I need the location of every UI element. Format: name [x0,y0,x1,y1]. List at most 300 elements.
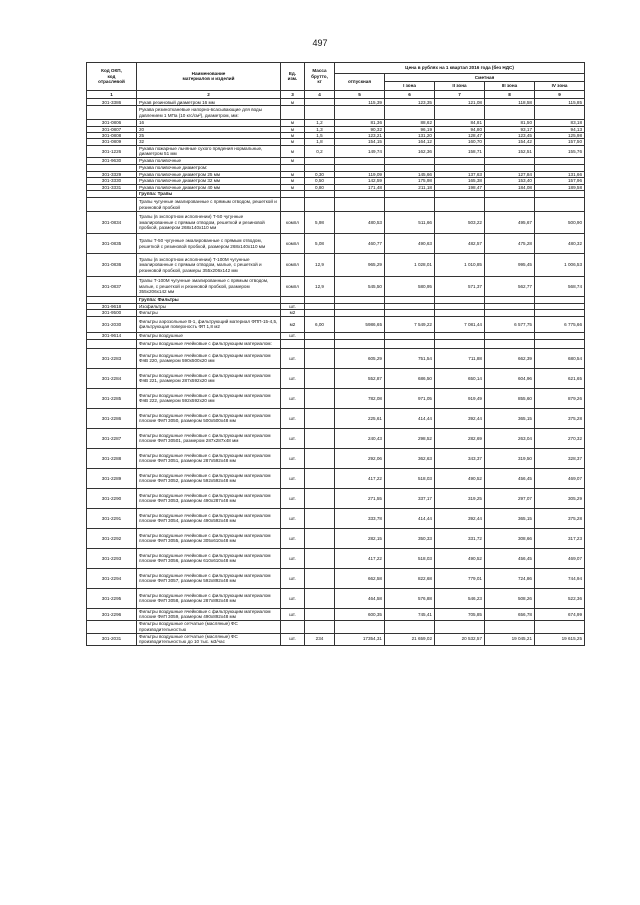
cell-name: Рукава поливочные диаметром 25 мм [137,171,281,177]
cell-unit: м2 [281,310,305,316]
header-price-title: Цена в рублях на 1 квартал 2016 года (без НДС) [335,63,585,74]
header-zone-3: III зона [485,82,535,90]
cell-price-zone-4: 568,74 [535,277,585,297]
cell-price-zone-3: 184,08 [485,184,535,190]
cell-code [87,297,137,304]
cell-mass: 234 [305,633,335,645]
cell-price-release: 600,35 [335,608,385,620]
cell-unit: шт. [281,508,305,528]
cell-price-zone-1: 490,63 [385,234,435,254]
cell-price-release [335,191,385,198]
header-estimate: Сметная [385,74,585,82]
cell-price-zone-4: 480,32 [535,234,585,254]
table-row [87,508,585,528]
cell-price-release: 240,43 [335,428,385,448]
cell-price-zone-2 [435,191,485,198]
cell-price-zone-4: 674,99 [535,608,585,620]
cell-name: Фильтры воздушные ячейковые с фильтрующим материалом плоские ФяП 3050, размером 500х500х48 мм [137,408,281,428]
cell-code: 301-9500 [87,310,137,316]
cell-mass [305,488,335,508]
cell-price-zone-4: 115,85 [535,99,585,106]
cell-price-release: 142,59 [335,178,385,184]
table-row [87,368,585,388]
cell-price-zone-2: 7 081,44 [435,316,485,332]
cell-name: Фильтры воздушные ячейковые с фильтрующим материалом плоские ФяП 3058, размером 287х892х48 мм [137,588,281,608]
cell-mass: 12,9 [305,277,335,297]
cell-code: 301-2287 [87,428,137,448]
cell-price-zone-4: 157,96 [535,178,585,184]
cell-mass [305,408,335,428]
cell-mass: 6,00 [305,316,335,332]
cell-name: Рукава поливочные диаметром 32 мм [137,178,281,184]
cell-price-zone-2 [435,106,485,120]
cell-code: 301-0834 [87,212,137,234]
cell-price-release: 119,09 [335,171,385,177]
cell-code: 301-2290 [87,488,137,508]
cell-unit: шт. [281,633,305,645]
cell-code: 301-0835 [87,234,137,254]
cell-mass: 0,30 [305,171,335,177]
cell-name: Трапы Т-50 чугунные эмалированные с прямым отводом, решеткой с резиновой пробкой, размером 268х140х110 мм [137,234,281,254]
page-number: 497 [312,38,328,48]
cell-name: Фильтры воздушные сетчатые (масляные) ФС производительностью [137,620,281,633]
cell-price-zone-4: 744,94 [535,568,585,588]
cell-name: 25 [137,133,281,139]
cell-price-zone-3: 152,51 [485,145,535,157]
cell-price-zone-2: 503,22 [435,212,485,234]
cell-price-zone-3: 308,66 [485,528,535,548]
cell-unit: шт. [281,448,305,468]
cell-price-zone-1: 822,68 [385,568,435,588]
cell-name: Фильтры воздушные ячейковые с фильтрующим материалом плоские ФяП 3059, размером 490х892х48 мм [137,608,281,620]
cell-price-zone-2: 319,25 [435,488,485,508]
cell-price-release [335,157,385,164]
cell-price-zone-3: 123,45 [485,133,535,139]
cell-price-zone-2 [435,157,485,164]
cell-price-zone-2: 158,71 [435,145,485,157]
cell-code [87,106,137,120]
cell-code: 301-2293 [87,548,137,568]
cell-price-release: 605,29 [335,348,385,368]
cell-price-zone-2 [435,297,485,304]
cell-price-release: 292,06 [335,448,385,468]
cell-price-zone-1: 576,88 [385,588,435,608]
table-row [87,608,585,620]
cell-price-zone-1 [385,297,435,304]
cell-unit: м [281,139,305,145]
column-number-row [87,90,585,98]
cell-unit: м2 [281,316,305,332]
cell-unit [281,339,305,348]
cell-price-release: 480,53 [335,212,385,234]
column-number: 5 [335,90,385,98]
cell-code [87,191,137,198]
cell-name: Фильтры воздушные ячейковые с фильтрующим материалом плоские ФяП 3052, размером 592х592х48 мм [137,468,281,488]
cell-unit: шт. [281,528,305,548]
cell-unit: шт. [281,588,305,608]
cell-mass: 5,98 [305,212,335,234]
cell-price-zone-3: 19 045,21 [485,633,535,645]
cell-code [87,164,137,171]
cell-price-zone-1: 518,03 [385,468,435,488]
cell-price-zone-2: 650,14 [435,368,485,388]
cell-name: Рукава резинотканевые напорно-всасывающие для воды давлением 1 МПа (10 кгс/см²), диаметром, мм: [137,106,281,120]
cell-price-zone-4: 375,28 [535,508,585,528]
cell-code: 301-2288 [87,448,137,468]
cell-price-zone-1: 21 659,02 [385,633,435,645]
cell-price-zone-3: 118,58 [485,99,535,106]
table-row [87,145,585,157]
cell-unit: м [281,120,305,126]
cell-code: 301-2283 [87,348,137,368]
cell-name: Рукава поливочные [137,157,281,164]
cell-price-zone-2: 198,47 [435,184,485,190]
cell-name: Группа: Трапы [137,191,281,198]
cell-code: 301-2291 [87,508,137,528]
cell-mass [305,608,335,620]
cell-code: 301-2286 [87,408,137,428]
cell-unit: м [281,178,305,184]
cell-price-zone-2: 94,80 [435,126,485,132]
cell-price-zone-4 [535,620,585,633]
cell-mass [305,388,335,408]
cell-price-release: 417,22 [335,548,385,568]
column-number: 9 [535,90,585,98]
cell-price-zone-1 [385,157,435,164]
cell-price-zone-2 [435,339,485,348]
cell-unit [281,164,305,171]
cell-price-zone-3 [485,332,535,339]
cell-price-release [335,164,385,171]
cell-unit: шт. [281,368,305,388]
cell-price-release [335,106,385,120]
cell-price-zone-2: 490,52 [435,468,485,488]
cell-name: Фильтры воздушные ячейковые с фильтрующим материалом плоские ФяП 3051, размером 287х592х48 мм [137,448,281,468]
header-name: Наименование материалов и изделий [137,63,281,91]
cell-mass: 1,8 [305,139,335,145]
cell-code: 301-0807 [87,126,137,132]
cell-code: 301-3329 [87,171,137,177]
cell-price-zone-4: 83,18 [535,120,585,126]
table-row [87,234,585,254]
cell-price-zone-4 [535,297,585,304]
cell-price-zone-2: 711,88 [435,348,485,368]
cell-price-zone-2: 160,70 [435,139,485,145]
cell-mass [305,588,335,608]
cell-code: 301-2296 [87,608,137,620]
cell-name: Фильтры воздушные ячейковые с фильтрующим материалом плоские ФяП 3056, размером 610х610х48 мм [137,548,281,568]
cell-code: 301-2284 [87,368,137,388]
table-row [87,99,585,106]
cell-name: Фильтры воздушные ячейковые с фильтрующим материалом: [137,339,281,348]
cell-price-zone-3: 562,77 [485,277,535,297]
cell-price-zone-4: 469,07 [535,548,585,568]
cell-price-zone-4 [535,332,585,339]
cell-name: Фильтры [137,310,281,316]
cell-price-zone-1: 580,95 [385,277,435,297]
cell-code: 301-0809 [87,139,137,145]
cell-price-zone-4 [535,164,585,171]
cell-price-zone-1: 362,63 [385,448,435,468]
cell-name: Фильтры воздушные ячейковые с фильтрующим материалом плоские ФяП 30501, размером 287х287х48 мм [137,428,281,448]
cell-price-release: 225,61 [335,408,385,428]
cell-name: Фильтры воздушные ячейковые с фильтрующим материалом ФяВ 222, размером 592х592х20 мм [137,388,281,408]
cell-unit: шт. [281,408,305,428]
table-row [87,332,585,339]
table-row [87,488,585,508]
cell-unit: шт. [281,568,305,588]
cell-mass [305,528,335,548]
cell-unit: м [281,133,305,139]
cell-price-zone-3: 93,17 [485,126,535,132]
cell-mass [305,620,335,633]
cell-mass: 12,9 [305,254,335,277]
cell-price-release: 333,78 [335,508,385,528]
table-row [87,620,585,633]
cell-unit: м [281,184,305,190]
table-row [87,528,585,548]
cell-code: 301-2292 [87,528,137,548]
cell-mass: 0,80 [305,184,335,190]
cell-price-zone-3 [485,198,535,212]
cell-code: 301-3386 [87,99,137,106]
cell-mass [305,339,335,348]
cell-price-zone-4: 155,76 [535,145,585,157]
cell-code [87,339,137,348]
cell-unit: шт. [281,332,305,339]
cell-code [87,198,137,212]
cell-name: Фильтры воздушные сетчатые (масляные) ФС производительностью до 10 тыс. м3/час [137,633,281,645]
cell-price-zone-2: 128,47 [435,133,485,139]
cell-price-release: 464,58 [335,588,385,608]
cell-price-zone-1: 96,19 [385,126,435,132]
column-number: 6 [385,90,435,98]
cell-code: 301-2289 [87,468,137,488]
cell-mass [305,99,335,106]
cell-price-zone-2: 282,69 [435,428,485,448]
cell-price-zone-1: 518,03 [385,548,435,568]
cell-code: 301-2295 [87,588,137,608]
cell-price-zone-2: 121,08 [435,99,485,106]
cell-mass [305,568,335,588]
cell-name: Рукав резиновый диаметром 16 мм [137,99,281,106]
cell-unit: шт. [281,428,305,448]
cell-price-zone-2 [435,332,485,339]
cell-unit: шт. [281,388,305,408]
cell-price-release: 965,29 [335,254,385,277]
cell-price-release: 545,50 [335,277,385,297]
cell-mass: 0,2 [305,145,335,157]
cell-price-zone-1: 686,50 [385,368,435,388]
cell-price-zone-4: 621,65 [535,368,585,388]
cell-price-zone-3: 475,28 [485,234,535,254]
cell-name: Трапы Т-100М чугунные эмалированные с прямым отводом, малые, с решеткой и резиновой пробкой, размером 355х206х142 мм [137,277,281,297]
column-number: 4 [305,90,335,98]
cell-price-zone-2: 571,37 [435,277,485,297]
cell-price-zone-4: 317,23 [535,528,585,548]
cell-price-zone-4: 305,29 [535,488,585,508]
table-row [87,157,585,164]
cell-price-zone-3: 662,39 [485,348,535,368]
table-row [87,164,585,171]
cell-price-zone-3: 724,86 [485,568,535,588]
cell-mass [305,508,335,528]
cell-price-zone-4: 469,07 [535,468,585,488]
cell-price-zone-1: 511,66 [385,212,435,234]
cell-price-release: 782,08 [335,388,385,408]
cell-price-zone-3: 456,45 [485,468,535,488]
cell-price-zone-4: 375,28 [535,408,585,428]
cell-name: 20 [137,126,281,132]
cell-price-zone-1: 971,05 [385,388,435,408]
cell-price-zone-1 [385,106,435,120]
cell-mass: 1,3 [305,126,335,132]
cell-unit: компл [281,234,305,254]
cell-mass: 1,5 [305,133,335,139]
cell-price-zone-4 [535,339,585,348]
cell-price-release: 282,15 [335,528,385,548]
cell-code: 301-0836 [87,254,137,277]
cell-mass [305,428,335,448]
cell-price-zone-3: 6 577,75 [485,316,535,332]
cell-price-zone-2: 392,44 [435,508,485,528]
cell-price-release: 460,77 [335,234,385,254]
table-row [87,198,585,212]
cell-code: 301-9614 [87,332,137,339]
cell-price-zone-1 [385,198,435,212]
cell-name: Трапы (в экспортном исполнении) Т-100М чугунные эмалированные с прямым отводом, малые, с решеткой и резиновой пробкой, размеры 355х206х142 мм [137,254,281,277]
column-number: 2 [137,90,281,98]
table-row [87,316,585,332]
cell-price-zone-4: 189,58 [535,184,585,190]
cell-price-zone-1: 7 549,22 [385,316,435,332]
cell-price-zone-1: 175,98 [385,178,435,184]
table-row [87,254,585,277]
cell-price-zone-1: 298,52 [385,428,435,448]
cell-unit: шт. [281,348,305,368]
cell-mass [305,548,335,568]
table-row [87,277,585,297]
cell-name: Фильтры воздушные ячейковые с фильтрующим материалом плоские ФяП 3055, размером 305х610х48 мм [137,528,281,548]
table-row [87,388,585,408]
cell-price-zone-3: 508,26 [485,588,535,608]
cell-price-release [335,620,385,633]
table-row [87,548,585,568]
cell-price-zone-2 [435,620,485,633]
table-row [87,348,585,368]
cell-price-zone-3: 81,50 [485,120,535,126]
cell-price-zone-2: 84,81 [435,120,485,126]
cell-name: Рукава поливочные диаметром: [137,164,281,171]
cell-price-zone-4: 328,37 [535,448,585,468]
cell-price-zone-1 [385,164,435,171]
cell-price-zone-3: 604,96 [485,368,535,388]
column-number: 1 [87,90,137,98]
cell-price-zone-2: 331,72 [435,528,485,548]
cell-unit: шт. [281,488,305,508]
cell-unit: м [281,99,305,106]
cell-price-release: 552,87 [335,368,385,388]
header-zone-1: I зона [385,82,435,90]
cell-mass [305,348,335,368]
cell-name: Рукава пожарные льняные сухого прядения нормальные, диаметром 51 мм [137,145,281,157]
cell-price-release: 5986,65 [335,316,385,332]
cell-price-zone-4: 500,90 [535,212,585,234]
table-row [87,212,585,234]
cell-name: Фильтры воздушные ячейковые с фильтрующим материалом ФяВ 221, размером 287х592х20 мм [137,368,281,388]
cell-unit: шт. [281,468,305,488]
cell-price-zone-1 [385,332,435,339]
cell-name: 32 [137,139,281,145]
cell-code: 301-2031 [87,633,137,645]
cell-code: 301-3330 [87,178,137,184]
cell-price-zone-4 [535,198,585,212]
cell-name: Фильтры воздушные [137,332,281,339]
cell-price-zone-3: 297,07 [485,488,535,508]
cell-price-zone-3: 495,67 [485,212,535,234]
cell-mass [305,448,335,468]
cell-price-zone-1: 211,18 [385,184,435,190]
cell-price-zone-3: 153,40 [485,178,535,184]
cell-price-release: 417,22 [335,468,385,488]
cell-price-zone-3: 365,15 [485,408,535,428]
cell-price-zone-4: 680,54 [535,348,585,368]
cell-price-zone-1: 164,12 [385,139,435,145]
cell-price-zone-1: 751,54 [385,348,435,368]
cell-price-zone-4: 1 006,53 [535,254,585,277]
cell-mass [305,468,335,488]
cell-price-release: 123,21 [335,133,385,139]
cell-price-zone-1: 162,36 [385,145,435,157]
cell-name: Трапы (в экспортном исполнении) Т-50 чугунные эмалированные с прямым отводом, решеткой и резиновой пробкой, размером 268х140х110 мм [137,212,281,234]
cell-price-zone-2: 1 010,85 [435,254,485,277]
table-row [87,588,585,608]
cell-name: Группа: Фильтры [137,297,281,304]
price-table [86,62,585,646]
cell-price-zone-1: 745,41 [385,608,435,620]
cell-unit: м [281,157,305,164]
cell-code: 301-2294 [87,568,137,588]
cell-mass [305,198,335,212]
cell-unit: компл [281,212,305,234]
cell-price-release [335,198,385,212]
cell-price-zone-1: 123,35 [385,99,435,106]
cell-unit: м [281,126,305,132]
cell-unit [281,620,305,633]
cell-name: Трапы чугунные эмалированные с прямым отводом, решеткой и резиновой пробкой [137,198,281,212]
cell-unit [281,198,305,212]
cell-price-zone-2 [435,164,485,171]
cell-mass [305,368,335,388]
cell-price-release: 171,48 [335,184,385,190]
cell-price-zone-4: 6 775,66 [535,316,585,332]
cell-price-zone-3: 263,04 [485,428,535,448]
table-row [87,106,585,120]
cell-mass [305,157,335,164]
cell-price-zone-2: 779,01 [435,568,485,588]
cell-price-zone-3: 365,15 [485,508,535,528]
header-zone-2: II зона [435,82,485,90]
cell-mass: 5,08 [305,234,335,254]
table-row [87,339,585,348]
cell-price-zone-3 [485,620,535,633]
cell-price-zone-2: 482,57 [435,234,485,254]
cell-unit: шт. [281,608,305,620]
cell-price-zone-2: 137,63 [435,171,485,177]
cell-price-zone-1: 1 028,01 [385,254,435,277]
cell-name: 16 [137,120,281,126]
cell-price-zone-3 [485,191,535,198]
